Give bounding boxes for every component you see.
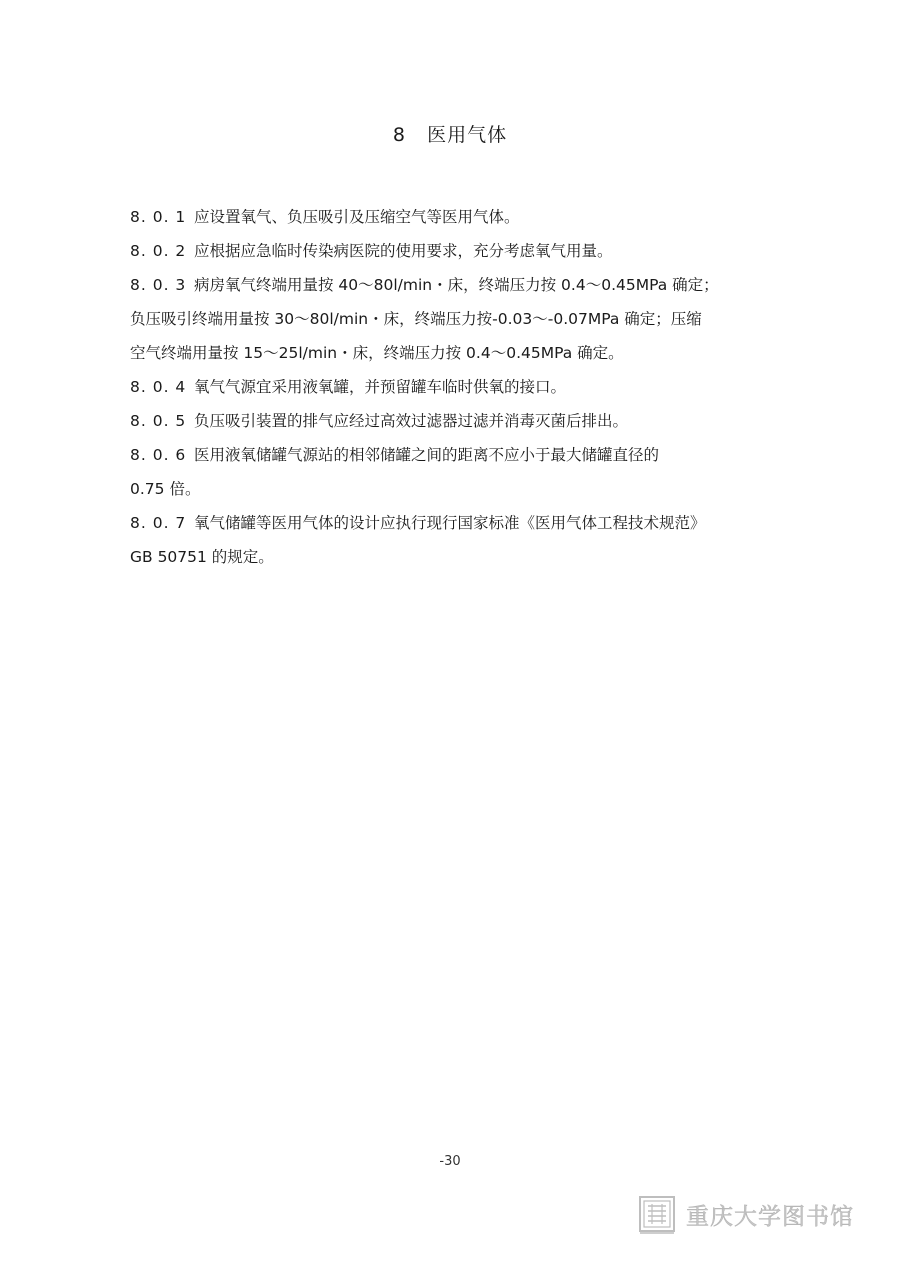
- clause-number: 8. 0. 5: [130, 412, 187, 430]
- clause-number: 8. 0. 6: [130, 446, 187, 464]
- clause-number: 8. 0. 2: [130, 242, 187, 260]
- watermark-text: 重庆大学图书馆: [686, 1203, 854, 1230]
- library-seal-icon: [638, 1194, 676, 1234]
- page-number: -30: [439, 1154, 461, 1169]
- clause-number: 8. 0. 1: [130, 208, 187, 226]
- clause-8-0-5: [130, 404, 790, 438]
- clause-text: 应根据应急临时传染病医院的使用要求，充分考虑氧气用量。: [194, 242, 613, 260]
- clause-text: 氧气气源宜采用液氧罐，并预留罐车临时供氧的接口。: [194, 378, 567, 396]
- clause-8-0-7: [130, 506, 790, 574]
- clause-text-continuation: 负压吸引终端用量按 30～80l/min・床，终端压力按-0.03～-0.07MPa 确定；压缩: [130, 310, 702, 328]
- clause-number: 8. 0. 4: [130, 378, 187, 396]
- clause-8-0-4: [130, 370, 790, 404]
- clause-text: 氧气储罐等医用气体的设计应执行现行国家标准《医用气体工程技术规范》: [194, 514, 706, 532]
- clause-text: 负压吸引装置的排气应经过高效过滤器过滤并消毒灭菌后排出。: [194, 412, 629, 430]
- clause-text-continuation: GB 50751 的规定。: [130, 548, 274, 566]
- clause-8-0-6: [130, 438, 790, 506]
- clause-8-0-1: [130, 200, 790, 234]
- clause-8-0-2: [130, 234, 790, 268]
- clause-text-continuation: 空气终端用量按 15～25l/min・床，终端压力按 0.4～0.45MPa 确定。: [130, 344, 624, 362]
- clause-list: [130, 200, 790, 574]
- clause-number: 8. 0. 3: [130, 276, 187, 294]
- clause-text: 病房氧气终端用量按 40～80l/min・床，终端压力按 0.4～0.45MPa 确定；: [194, 276, 719, 294]
- clause-number: 8. 0. 7: [130, 514, 187, 532]
- chapter-title: 8 医用气体: [392, 124, 508, 146]
- clause-8-0-3: [130, 268, 790, 370]
- clause-text: 医用液氧储罐气源站的相邻储罐之间的距离不应小于最大储罐直径的: [194, 446, 660, 464]
- clause-text-continuation: 0.75 倍。: [130, 480, 201, 498]
- library-watermark: [638, 1193, 854, 1235]
- clause-text: 应设置氧气、负压吸引及压缩空气等医用气体。: [194, 208, 520, 226]
